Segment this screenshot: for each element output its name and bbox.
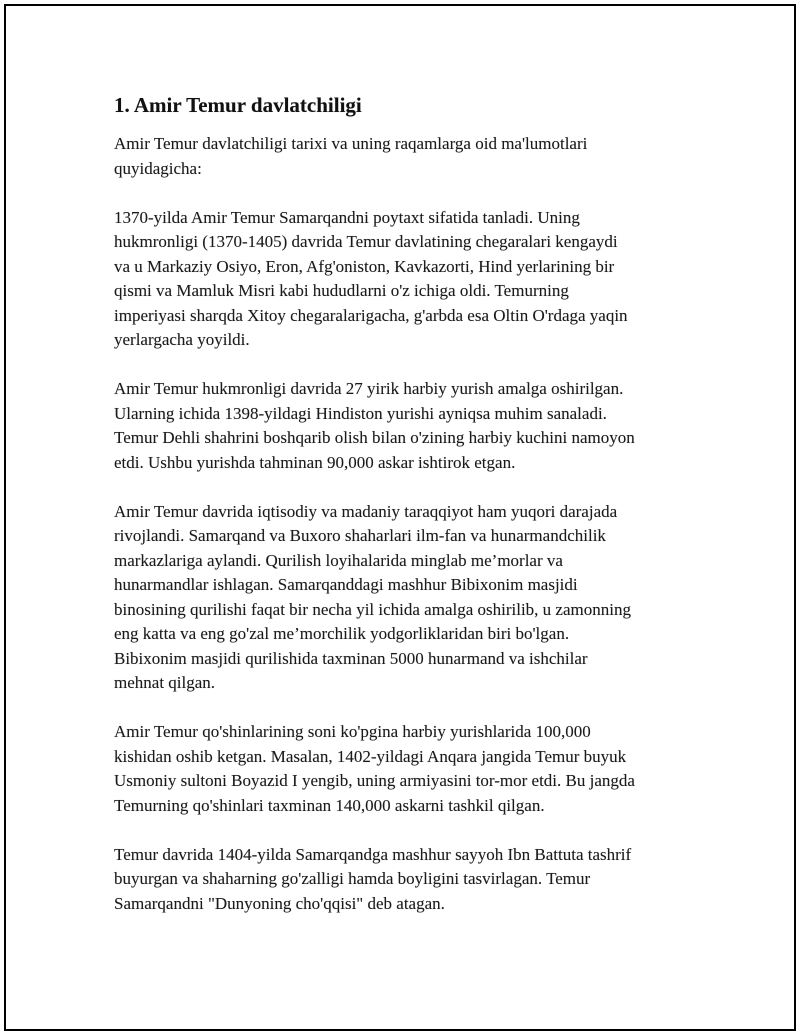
text-line: Bibixonim masjidi qurilishida taxminan 5000 hunarmand va ishchilar — [114, 648, 588, 668]
text-line: Usmoniy sultoni Boyazid I yengib, uning armiyasini tor-mor etdi. Bu jangda — [114, 771, 635, 790]
text-line: Amir Temur qo'shinlarining soni ko'pgina harbiy yurishlarida 100,000 — [114, 722, 591, 741]
text-line: Ularning ichida 1398-yildagi Hindiston yurishi ayniqsa muhim sanaladi. — [114, 403, 607, 423]
paragraph-campaigns — [114, 377, 694, 475]
section-title: 1. Amir Temur davlatchiligi — [114, 93, 362, 117]
text-line: Amir Temur davrida iqtisodiy va madaniy taraqqiyot ham yuqori darajada — [114, 501, 618, 521]
paragraph-capital — [114, 206, 694, 353]
text-line: Amir Temur hukmronligi davrida 27 yirik harbiy yurish amalga oshirilgan. — [114, 379, 624, 398]
text-line: 1370-yilda Amir Temur Samarqandni poytaxt sifatida tanladi. Uning — [114, 207, 580, 227]
text-line: etdi. Ushbu yurishda tahminan 90,000 askar ishtirok etgan. — [114, 452, 516, 472]
text-line: eng katta va eng go'zal me’morchilik yodgorliklaridan biri bo'lgan. — [114, 624, 570, 643]
text-line: Temur Dehli shahrini boshqarib olish bilan o'zining harbiy kuchini namoyon — [114, 428, 635, 447]
text-line: Amir Temur davlatchiligi tarixi va uning raqamlarga oid ma'lumotlari — [114, 134, 588, 153]
text-line: hukmronligi (1370-1405) davrida Temur davlatining chegaralari kengaydi — [114, 232, 618, 251]
text-line: quyidagicha: — [114, 158, 202, 178]
text-line: kishidan oshib ketgan. Masalan, 1402-yildagi Anqara jangida Temur buyuk — [114, 746, 627, 766]
text-line: Temur davrida 1404-yilda Samarqandga mashhur sayyoh Ibn Battuta tashrif — [114, 844, 632, 864]
text-line: va u Markaziy Osiyo, Eron, Afg'oniston, Kavkazorti, Hind yerlarining bir — [114, 256, 615, 276]
text-line: mehnat qilgan. — [114, 673, 216, 692]
paragraph-army — [114, 720, 694, 818]
document-body — [114, 92, 694, 941]
text-line: imperiyasi sharqda Xitoy chegaralarigacha, g'arbda esa Oltin O'rdaga yaqin — [114, 305, 628, 325]
paragraph-intro — [114, 132, 694, 181]
text-line: qismi va Mamluk Misri kabi hududlarni o'z ichiga oldi. Temurning — [114, 281, 569, 300]
paragraph-travel — [114, 843, 694, 917]
text-line: Temurning qo'shinlari taxminan 140,000 askarni tashkil qilgan. — [114, 795, 545, 815]
text-line: markazlariga aylandi. Qurilish loyihalarida minglab me’morlar va — [114, 550, 563, 570]
text-line: rivojlandi. Samarqand va Buxoro shaharlari ilm-fan va hunarmandchilik — [114, 526, 606, 545]
text-line: Samarqandni "Dunyoning cho'qqisi" deb atagan. — [114, 893, 445, 913]
text-line: binosining qurilishi faqat bir necha yil ichida amalga oshirilib, u zamonning — [114, 599, 631, 619]
text-line: hunarmandlar ishlagan. Samarqanddagi mashhur Bibixonim masjidi — [114, 575, 578, 594]
text-line: yerlargacha yoyildi. — [114, 330, 250, 349]
paragraph-culture — [114, 500, 694, 696]
text-line: buyurgan va shaharning go'zalligi hamda boyligini tasvirlagan. Temur — [114, 869, 591, 888]
